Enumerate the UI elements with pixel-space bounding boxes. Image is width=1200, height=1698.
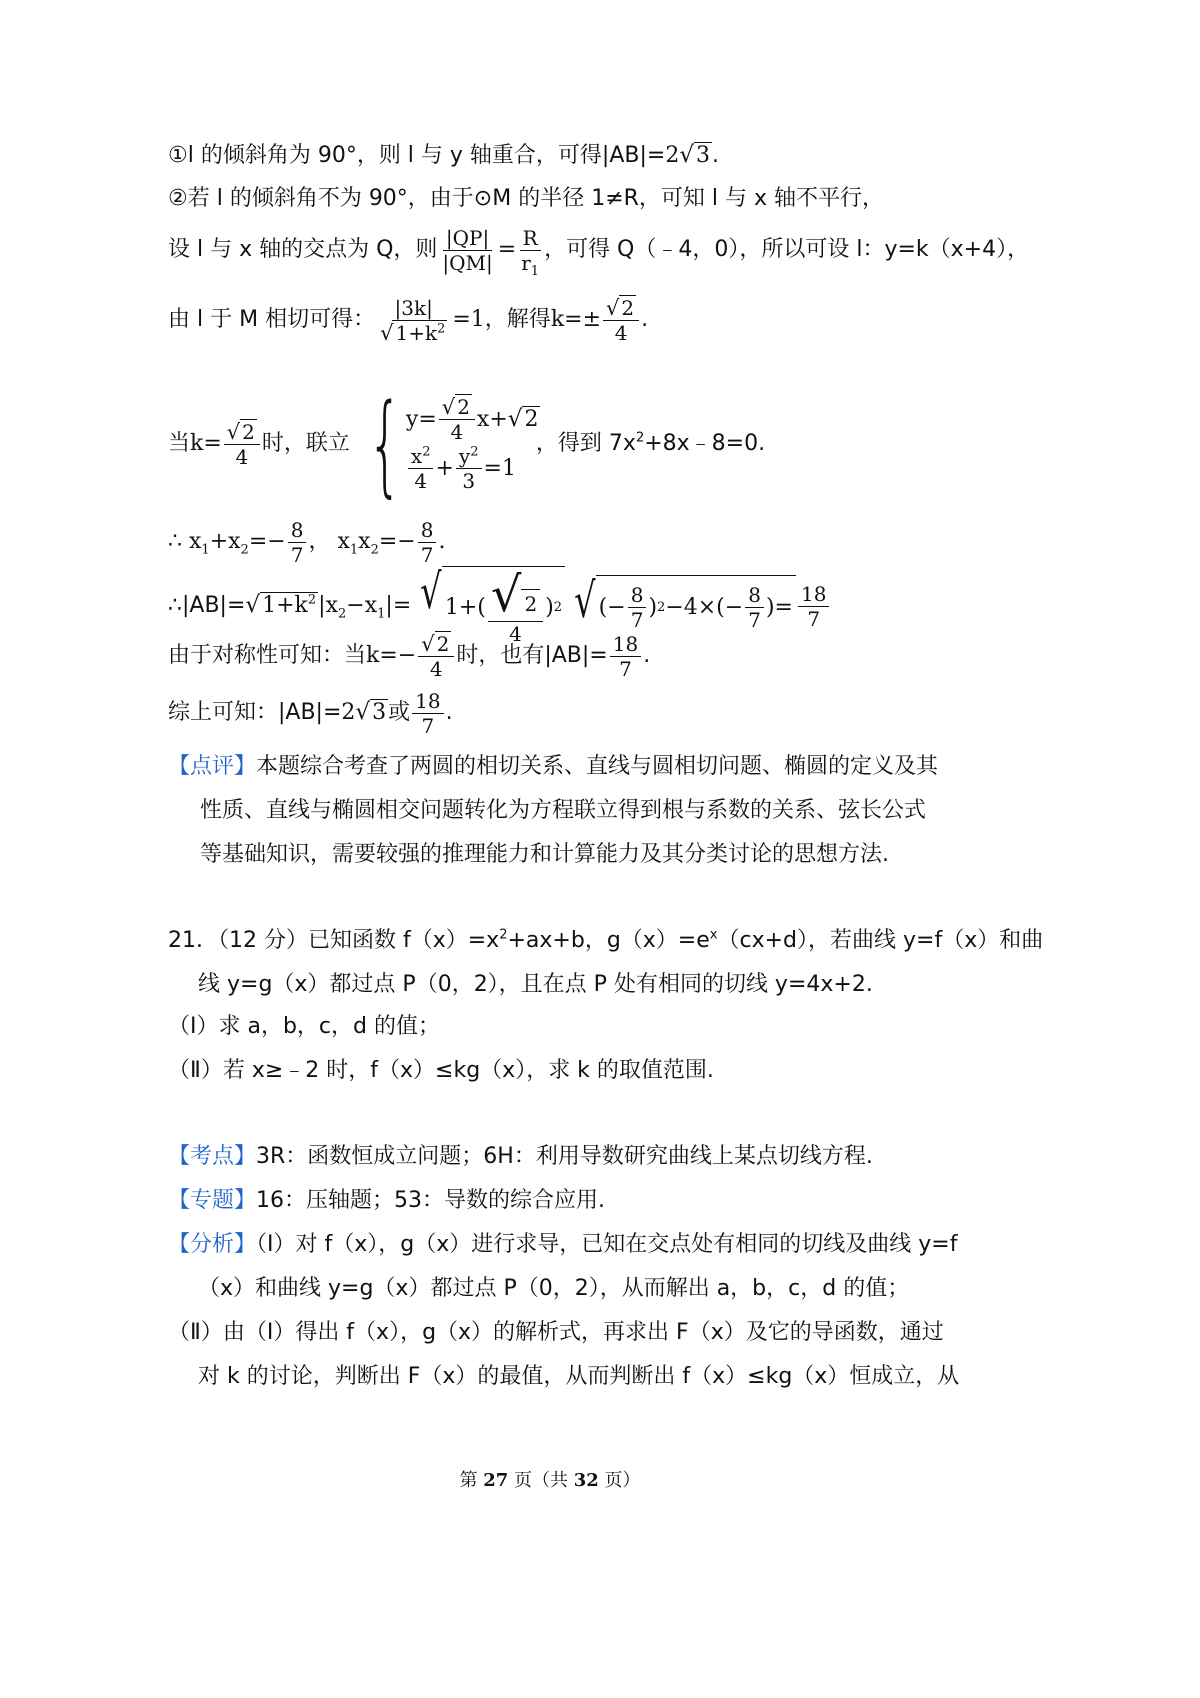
sqrt-icon: √ <box>441 395 456 419</box>
radicand: 2 <box>242 419 255 444</box>
comment-line-1 <box>168 752 938 782</box>
radicand: 3 <box>696 143 711 168</box>
text: ①l 的倾斜角为 90°，则 l 与 y 轴重合，可得|AB|= <box>168 143 666 168</box>
analysis-line-2: （x）和曲线 y=g（x）都过点 P（0，2），从而解出 a，b，c，d 的值； <box>198 1276 910 1301</box>
two-root-three <box>665 140 712 171</box>
denominator: 4 <box>614 320 628 345</box>
text: 时，也有|AB|= <box>456 643 608 668</box>
denominator <box>518 250 542 279</box>
sqrt-big-2: √ (− $\frac{8}{7}$ ) 2 −4×(− $\frac{8}{7}$ )= <box>565 575 796 638</box>
text: ，可得 Q（﹣4，0），所以可设 l：y=k（x+4）， <box>544 237 1030 262</box>
k-equals: k=± <box>550 307 602 332</box>
radicand: $1+k^2$ <box>395 320 446 345</box>
sqrt-icon: √ <box>420 564 442 620</box>
solution-line-1 <box>168 140 719 171</box>
sqrt-1-k2: $√1+k^2$ <box>245 592 317 618</box>
period: . <box>641 307 649 332</box>
page-total: 32 <box>573 1470 599 1491</box>
sqrt-icon: √ <box>421 631 435 656</box>
fraction-3k <box>377 296 450 345</box>
equals-one: =1 <box>452 307 485 332</box>
topic-tag: 【考点】 <box>168 1144 257 1169</box>
result-text: ，得到 $7x^2+8x﹣8=0$. <box>535 430 766 456</box>
coef: 2 <box>665 143 680 168</box>
analysis-line-3: （Ⅱ）由（I）得出 f（x），g（x）的解析式，再求出 F（x）及它的导函数，通过 <box>168 1320 944 1345</box>
page-footer: 第 27 页（共 32 页） <box>459 1470 641 1491</box>
equals: = <box>497 237 517 262</box>
question-21-part-1: （Ⅰ）求 a，b，c，d 的值； <box>168 1014 440 1039</box>
analysis-line-1: 【分析】（Ⅰ）对 f（x），g（x）进行求导，已知在交点处有相同的切线及曲线 y=f <box>168 1232 958 1257</box>
analysis-line-4: 对 k 的讨论，判断出 F（x）的最值，从而判断出 f（x）≤kg（x）恒成立，从 <box>198 1364 960 1389</box>
fraction-18-7: $\frac{18}{7}$ <box>412 689 443 738</box>
ab-label: |AB|= <box>182 593 246 618</box>
numerator <box>224 420 260 445</box>
sqrt-icon: √ <box>606 295 620 320</box>
text: ，解得 <box>484 307 551 332</box>
solution-line-3 <box>168 222 1029 278</box>
solution-line-6: ∴ $x_1+x_2=-$ $\frac{8}{7}$ ， $x_1x_2=-$ $\frac{8}{7}$ . <box>168 517 446 567</box>
sqrt-icon: √ <box>380 320 394 345</box>
analysis-tag: 【分析】 <box>168 1232 257 1257</box>
text: 设 l 与 x 轴的交点为 Q，则 <box>168 237 438 262</box>
sqrt-icon: √ <box>226 419 241 444</box>
comment-tag: 【点评】 <box>168 754 257 779</box>
numerator: |3k| <box>392 296 436 321</box>
text: 由 l 于 M 相切可得： <box>168 307 376 332</box>
solution-line-5 <box>168 380 766 508</box>
sqrt-icon: √ <box>245 592 261 618</box>
fraction-r-r1 <box>518 225 542 279</box>
equation-line: y= $\frac{√ 2}{4}$ x+ √2 <box>405 395 539 444</box>
therefore-icon: ∴ <box>168 593 182 618</box>
ellipse-equation: $x^2$ 4 + $\frac{y^2}{3}$ =1 <box>406 444 536 493</box>
page-number: 27 <box>483 1470 509 1491</box>
radicand: 2 <box>621 295 635 320</box>
sqrt-icon: √ <box>507 406 523 432</box>
therefore-icon: ∴ <box>168 529 182 554</box>
k-equals: k= <box>190 431 222 456</box>
fraction-18-7: $\frac{18}{7}$ <box>610 632 641 681</box>
question-21-line-2: 线 y=g（x）都过点 P（0，2），且在点 P 处有相同的切线 y=4x+2. <box>198 972 873 997</box>
fraction-8-7: $\frac{8}{7}$ <box>288 518 307 567</box>
numerator <box>603 296 639 321</box>
two-root-three: 2√3 <box>341 699 387 725</box>
comment-line-2: 性质、直线与椭圆相交问题转化为方程联立得到根与系数的关系、弦长公式 <box>200 798 927 823</box>
left-brace-icon: { <box>367 380 403 508</box>
fraction-qp-qm <box>439 226 495 275</box>
fraction-root2-4 <box>603 296 639 345</box>
text: 本题综合考查了两圆的相切关系、直线与圆相切问题、椭圆的定义及其 <box>256 754 939 779</box>
category-line: 【专题】16：压轴题；53：导数的综合应用. <box>168 1188 605 1213</box>
question-21-line-1: 21．（12 分）已知函数 $f(x)=x^2+ax+b$，$g(x)=e^x(cx+d)$，若曲线 y=f（x）和曲 <box>168 927 1044 953</box>
system-equations <box>405 395 539 493</box>
fraction-root2-4 <box>224 420 260 469</box>
numerator: R <box>520 226 541 251</box>
or-text: 或 <box>388 700 411 725</box>
denominator: 4 <box>235 444 249 469</box>
numerator: |QP| <box>443 226 492 251</box>
text: 由于对称性可知：当 <box>168 643 367 668</box>
topic-line: 【考点】3R：函数恒成立问题；6H：利用导数研究曲线上某点切线方程. <box>168 1144 873 1169</box>
fraction-8-7: $\frac{8}{7}$ <box>418 518 437 567</box>
fraction-root2-4: $\frac{√ 2}{4}$ <box>418 632 454 681</box>
fraction-18-7: $\frac{18}{7}$ <box>798 582 829 631</box>
r: r <box>521 250 531 275</box>
denominator: |QM| <box>442 250 493 275</box>
solution-line-9: 综上可知：|AB|=2√3或 $\frac{18}{7}$ . <box>168 684 453 741</box>
sqrt-icon: √ <box>679 142 695 168</box>
sqrt-big-1: √ 1+( √ 2 4 ) 2 <box>411 566 565 646</box>
sqrt-icon: √ <box>574 572 596 629</box>
solution-line-8: 由于对称性可知：当k=− $\frac{√ 2}{4}$ 时，也有|AB|= $\frac{18}{7}$ . <box>168 631 651 681</box>
denominator <box>377 321 450 345</box>
sqrt-icon: √ <box>490 567 522 623</box>
question-21-part-2: （Ⅱ）若 x≥﹣2 时，f（x）≤kg（x），求 k 的取值范围. <box>168 1058 714 1083</box>
subscript: 1 <box>530 263 540 279</box>
text: 当 <box>168 431 191 456</box>
text: 时，联立 <box>261 431 350 456</box>
sqrt-icon: √ <box>355 699 371 725</box>
text: 综上可知：|AB|= <box>168 700 342 725</box>
category-tag: 【专题】 <box>168 1188 257 1213</box>
comment-line-3: 等基础知识，需要较强的推理能力和计算能力及其分类讨论的思想方法. <box>200 842 889 867</box>
solution-line-2: ②若 l 的倾斜角不为 90°，由于⊙M 的半径 1≠R，可知 l 与 x 轴不平行， <box>168 186 885 211</box>
solution-line-7: $\therefore|AB|=√1+k^2|x_2-x_1|=$ √ 1+( √ 2 4 ) 2 √ (− $\frac{8}{7}$ ) 2 −4×(− $\frac{8}{7}$ )= $\frac{18}{7}$ <box>168 566 831 646</box>
period: . <box>712 143 720 168</box>
solution-line-4 <box>168 290 648 350</box>
k-equals: k=− <box>366 643 417 668</box>
